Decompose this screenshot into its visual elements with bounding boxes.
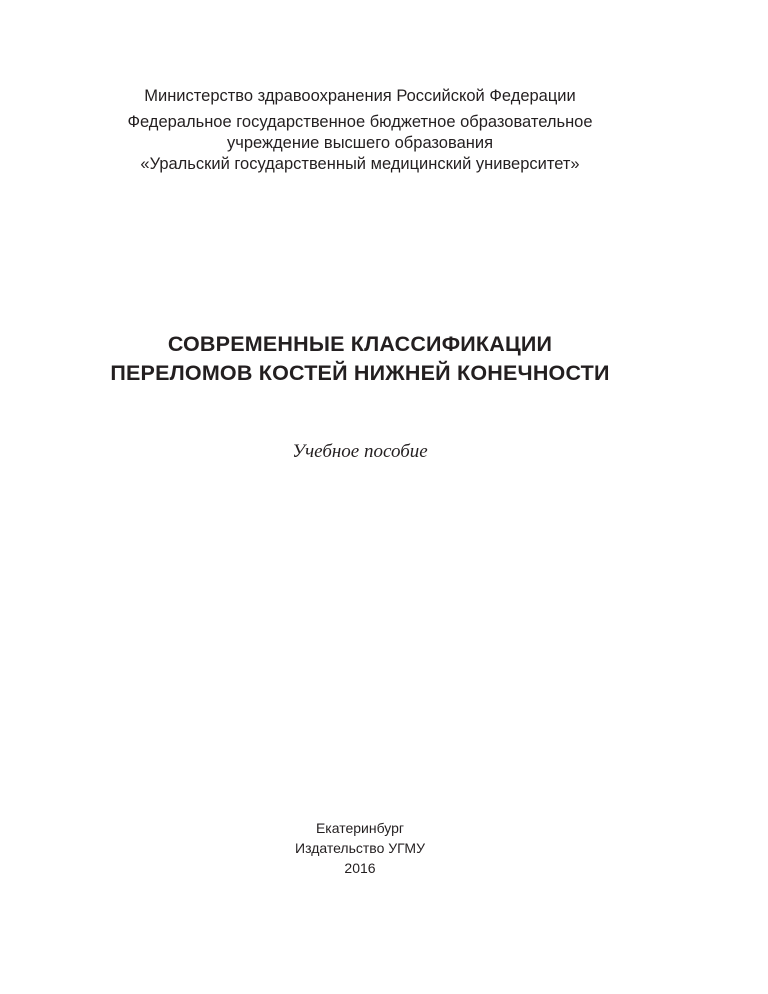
institution-line: учреждение высшего образования: [226, 134, 494, 152]
institution-line: Федеральное государственное бюджетное образовательное: [127, 113, 593, 131]
ministry-name: Министерство здравоохранения Российской Федерации: [144, 87, 576, 105]
book-subtitle: Учебное пособие: [292, 441, 428, 462]
publisher-block: [0, 86, 720, 175]
institution-line: «Уральский государственный медицинский университет»: [140, 155, 580, 173]
title-line: ПЕРЕЛОМОВ КОСТЕЙ НИЖНЕЙ КОНЕЧНОСТИ: [110, 361, 610, 385]
imprint-city: Екатеринбург: [315, 820, 405, 836]
imprint-block: [0, 818, 720, 878]
book-title: [0, 330, 720, 388]
imprint-publisher: Издательство УГМУ: [295, 840, 425, 856]
title-line: СОВРЕМЕННЫЕ КЛАССИФИКАЦИИ: [167, 332, 553, 356]
imprint-year: 2016: [344, 860, 376, 876]
